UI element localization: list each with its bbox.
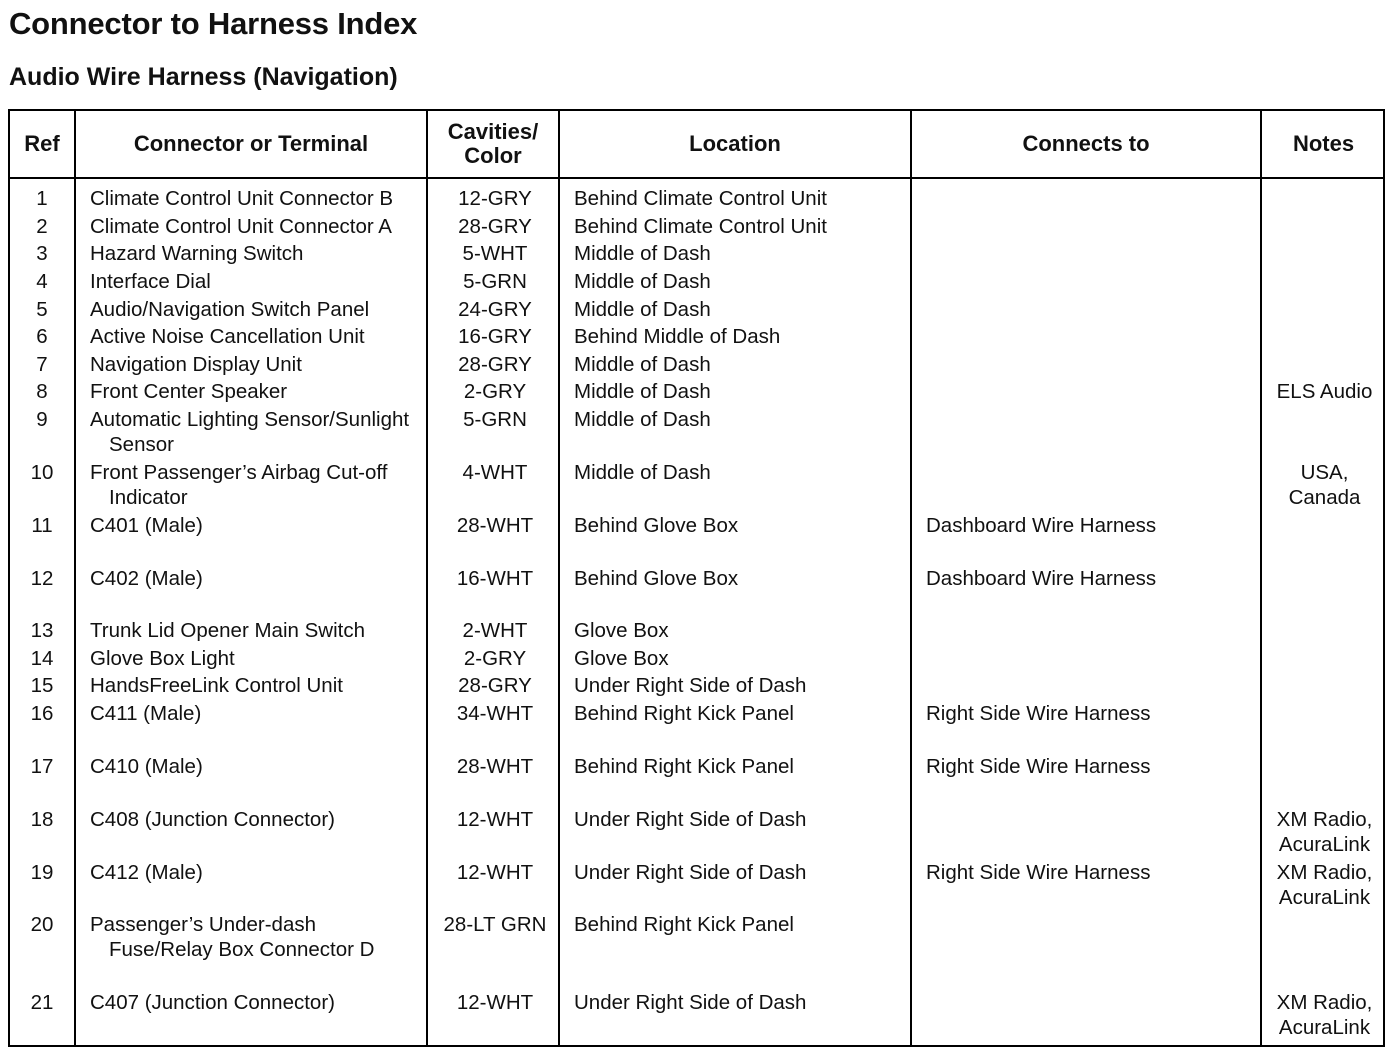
location-cell (574, 566, 738, 591)
ref-cell-line: 6 (36, 325, 48, 348)
ref-cell (10, 214, 74, 239)
connector-cell (90, 860, 203, 885)
connector-index-table (8, 109, 1385, 1047)
location-cell (574, 673, 806, 698)
notes-cell-line: ELS Audio (1276, 380, 1373, 403)
cavities-cell (430, 646, 560, 671)
location-cell (574, 407, 711, 432)
cavities-cell (430, 324, 560, 349)
notes-cell (1264, 807, 1385, 857)
connector-cell-line: Climate Control Unit Connector A (90, 215, 392, 238)
notes-cell (1264, 379, 1385, 404)
ref-cell (10, 269, 74, 294)
ref-cell-line: 16 (30, 702, 54, 725)
notes-cell-line: AcuraLink (1278, 886, 1371, 909)
cavities-cell-line: 12-WHT (456, 861, 534, 884)
ref-cell-line: 7 (36, 353, 48, 376)
connector-cell-line: C408 (Junction Connector) (90, 808, 335, 831)
connects-to-cell-line: Dashboard Wire Harness (926, 514, 1157, 537)
cavities-cell (430, 269, 560, 294)
ref-cell (10, 352, 74, 377)
connector-cell (90, 513, 203, 538)
location-cell-line: Middle of Dash (574, 408, 711, 431)
ref-cell (10, 912, 74, 937)
connector-cell (90, 407, 409, 457)
location-cell-line: Middle of Dash (574, 270, 711, 293)
ref-cell-line: 13 (30, 619, 54, 642)
location-cell (574, 214, 827, 239)
connector-cell (90, 673, 343, 698)
location-cell-line: Middle of Dash (574, 380, 711, 403)
cavities-cell-line: 5-GRN (463, 270, 527, 293)
connects-to-cell (926, 860, 1150, 885)
notes-cell-line: XM Radio, (1276, 808, 1373, 831)
ref-cell-line: 8 (36, 380, 48, 403)
ref-cell-line: 14 (30, 647, 54, 670)
cavities-cell (430, 379, 560, 404)
connects-to-cell (926, 701, 1150, 726)
cavities-cell-line: 28-WHT (456, 514, 534, 537)
ref-cell (10, 241, 74, 266)
notes-cell (1264, 990, 1385, 1040)
location-cell-line: Behind Right Kick Panel (574, 913, 794, 936)
connector-cell-line: Fuse/Relay Box Connector D (109, 938, 375, 961)
connects-to-cell-line: Right Side Wire Harness (926, 755, 1151, 778)
connector-cell (90, 460, 387, 510)
notes-cell (1264, 860, 1385, 910)
ref-cell-line: 2 (36, 215, 48, 238)
notes-cell-line: AcuraLink (1278, 833, 1371, 856)
location-cell (574, 241, 711, 266)
connector-cell (90, 352, 302, 377)
notes-cell-line: XM Radio, (1276, 861, 1373, 884)
cavities-cell-line: 5-GRN (463, 408, 527, 431)
connector-cell-line: Passenger’s Under-dash (90, 913, 317, 936)
ref-cell-line: 1 (36, 187, 48, 210)
location-cell (574, 297, 711, 322)
ref-cell-line: 10 (30, 461, 54, 484)
notes-cell-line: Canada (1288, 486, 1361, 509)
notes-cell (1264, 460, 1385, 510)
cavities-cell-line: 16-WHT (456, 567, 534, 590)
header-rule (10, 177, 1383, 179)
ref-cell (10, 860, 74, 885)
column-divider (426, 111, 428, 1045)
ref-cell-line: 9 (36, 408, 48, 431)
connector-cell-line: Glove Box Light (90, 647, 235, 670)
cavities-cell-line: 28-GRY (458, 215, 532, 238)
location-cell (574, 513, 738, 538)
connector-cell-line: Indicator (109, 486, 188, 509)
location-cell (574, 269, 711, 294)
location-cell-line: Middle of Dash (574, 242, 711, 265)
ref-cell (10, 646, 74, 671)
cavities-cell-line: 24-GRY (458, 298, 532, 321)
ref-cell-line: 19 (30, 861, 54, 884)
location-cell-line: Behind Middle of Dash (574, 325, 781, 348)
header-ref: Ref (24, 131, 60, 156)
cavities-cell-line: 28-WHT (456, 755, 534, 778)
cavities-cell-line: 28-GRY (458, 674, 532, 697)
location-cell (574, 646, 669, 671)
connector-cell-line: C407 (Junction Connector) (90, 991, 335, 1014)
ref-cell-line: 12 (30, 567, 54, 590)
ref-cell-line: 11 (31, 514, 53, 537)
cavities-cell-line: 28-LT GRN (443, 913, 547, 936)
cavities-cell-line: 2-GRY (463, 647, 527, 670)
notes-cell-line: XM Radio, (1276, 991, 1373, 1014)
connects-to-cell (926, 513, 1156, 538)
connector-cell-line: Active Noise Cancellation Unit (90, 325, 365, 348)
cavities-cell-line: 4-WHT (462, 461, 528, 484)
cavities-cell (430, 673, 560, 698)
notes-cell-line: AcuraLink (1278, 1016, 1371, 1039)
location-cell-line: Glove Box (574, 647, 669, 670)
cavities-cell-line: 28-GRY (458, 353, 532, 376)
location-cell-line: Behind Climate Control Unit (574, 215, 827, 238)
cavities-cell (430, 566, 560, 591)
connector-cell-line: HandsFreeLink Control Unit (90, 674, 343, 697)
connects-to-cell-line: Dashboard Wire Harness (926, 567, 1157, 590)
connector-cell-line: C402 (Male) (90, 567, 203, 590)
connector-cell (90, 990, 335, 1015)
cavities-cell (430, 807, 560, 832)
header-connects-to: Connects to (1022, 131, 1150, 156)
connector-cell-line: C412 (Male) (90, 861, 203, 884)
cavities-cell-line: 2-GRY (463, 380, 527, 403)
connector-cell-line: Automatic Lighting Sensor/Sunlight (90, 408, 410, 431)
connector-cell-line: Front Center Speaker (90, 380, 288, 403)
connector-cell-line: Climate Control Unit Connector B (90, 187, 394, 210)
ref-cell (10, 990, 74, 1015)
ref-cell (10, 186, 74, 211)
location-cell-line: Under Right Side of Dash (574, 861, 807, 884)
location-cell (574, 460, 711, 485)
cavities-cell-line: 5-WHT (462, 242, 528, 265)
cavities-cell (430, 618, 560, 643)
ref-cell (10, 701, 74, 726)
connector-cell (90, 618, 365, 643)
location-cell-line: Glove Box (574, 619, 669, 642)
location-cell (574, 912, 794, 937)
ref-cell (10, 566, 74, 591)
cavities-cell (430, 990, 560, 1015)
cavities-cell (430, 701, 560, 726)
connector-cell (90, 297, 369, 322)
connector-cell (90, 269, 211, 294)
ref-cell (10, 754, 74, 779)
connector-cell (90, 241, 303, 266)
location-cell-line: Middle of Dash (574, 298, 711, 321)
cavities-cell-line: 12-WHT (456, 991, 534, 1014)
connector-cell (90, 379, 287, 404)
ref-cell-line: 17 (30, 755, 54, 778)
cavities-cell-line: 12-GRY (458, 187, 532, 210)
location-cell (574, 860, 806, 885)
location-cell-line: Behind Glove Box (574, 567, 739, 590)
cavities-cell-line: 16-GRY (458, 325, 532, 348)
ref-cell (10, 324, 74, 349)
cavities-cell-line: 12-WHT (456, 808, 534, 831)
location-cell (574, 807, 806, 832)
cavities-cell-line: 34-WHT (456, 702, 534, 725)
location-cell-line: Behind Right Kick Panel (574, 702, 794, 725)
location-cell-line: Middle of Dash (574, 461, 711, 484)
connector-cell-line: Interface Dial (90, 270, 211, 293)
connector-cell (90, 324, 365, 349)
header-location: Location (689, 131, 781, 156)
cavities-cell (430, 754, 560, 779)
ref-cell (10, 807, 74, 832)
cavities-cell (430, 241, 560, 266)
ref-cell (10, 297, 74, 322)
connector-cell-line: Sensor (109, 433, 174, 456)
location-cell-line: Under Right Side of Dash (574, 674, 807, 697)
location-cell (574, 352, 711, 377)
cavities-cell (430, 407, 560, 432)
section-title: Audio Wire Harness (Navigation) (9, 63, 398, 91)
connects-to-cell-line: Right Side Wire Harness (926, 861, 1151, 884)
connector-cell-line: Trunk Lid Opener Main Switch (90, 619, 365, 642)
cavities-cell (430, 860, 560, 885)
connector-cell-line: C411 (Male) (90, 702, 202, 725)
ref-cell (10, 673, 74, 698)
location-cell (574, 754, 794, 779)
location-cell (574, 618, 669, 643)
header-notes: Notes (1292, 131, 1355, 156)
connector-cell (90, 754, 203, 779)
connects-to-cell (926, 754, 1150, 779)
ref-cell (10, 407, 74, 432)
cavities-cell (430, 513, 560, 538)
connector-cell-line: C401 (Male) (90, 514, 203, 537)
location-cell-line: Under Right Side of Dash (574, 991, 807, 1014)
location-cell-line: Under Right Side of Dash (574, 808, 807, 831)
ref-cell-line: 18 (30, 808, 54, 831)
location-cell-line: Behind Glove Box (574, 514, 739, 537)
page-title: Connector to Harness Index (9, 6, 418, 41)
header-cavities-line1: Cavities/ (447, 119, 539, 144)
cavities-cell (430, 214, 560, 239)
ref-cell (10, 460, 74, 485)
notes-cell-line: USA, (1300, 461, 1349, 484)
connects-to-cell (926, 566, 1156, 591)
cavities-cell (430, 460, 560, 485)
ref-cell-line: 4 (36, 270, 48, 293)
header-connector: Connector or Terminal (133, 131, 369, 156)
cavities-cell (430, 297, 560, 322)
connector-cell (90, 807, 335, 832)
location-cell (574, 990, 806, 1015)
location-cell-line: Middle of Dash (574, 353, 711, 376)
ref-cell-line: 21 (30, 991, 54, 1014)
connector-cell-line: Front Passenger’s Airbag Cut-off (90, 461, 388, 484)
cavities-cell (430, 352, 560, 377)
column-divider (910, 111, 912, 1045)
ref-cell (10, 379, 74, 404)
cavities-cell-line: 2-WHT (462, 619, 528, 642)
ref-cell-line: 3 (36, 242, 48, 265)
header-cavities-line2: Color (464, 143, 522, 168)
connector-cell (90, 214, 392, 239)
connector-cell (90, 701, 201, 726)
ref-cell (10, 513, 74, 538)
location-cell (574, 701, 794, 726)
cavities-cell (430, 912, 560, 937)
connector-cell (90, 186, 393, 211)
location-cell (574, 379, 711, 404)
ref-cell (10, 618, 74, 643)
header-cavities (428, 111, 558, 177)
connector-cell (90, 566, 203, 591)
connector-cell (90, 646, 235, 671)
column-divider (1260, 111, 1262, 1045)
location-cell-line: Behind Right Kick Panel (574, 755, 794, 778)
connects-to-cell-line: Right Side Wire Harness (926, 702, 1151, 725)
connector-cell-line: C410 (Male) (90, 755, 203, 778)
location-cell (574, 324, 780, 349)
location-cell-line: Behind Climate Control Unit (574, 187, 827, 210)
ref-cell-line: 5 (36, 298, 48, 321)
ref-cell-line: 15 (30, 674, 54, 697)
cavities-cell (430, 186, 560, 211)
column-divider (74, 111, 76, 1045)
ref-cell-line: 20 (30, 913, 54, 936)
connector-cell (90, 912, 374, 962)
connector-cell-line: Navigation Display Unit (90, 353, 302, 376)
connector-cell-line: Audio/Navigation Switch Panel (90, 298, 370, 321)
location-cell (574, 186, 827, 211)
connector-cell-line: Hazard Warning Switch (90, 242, 304, 265)
